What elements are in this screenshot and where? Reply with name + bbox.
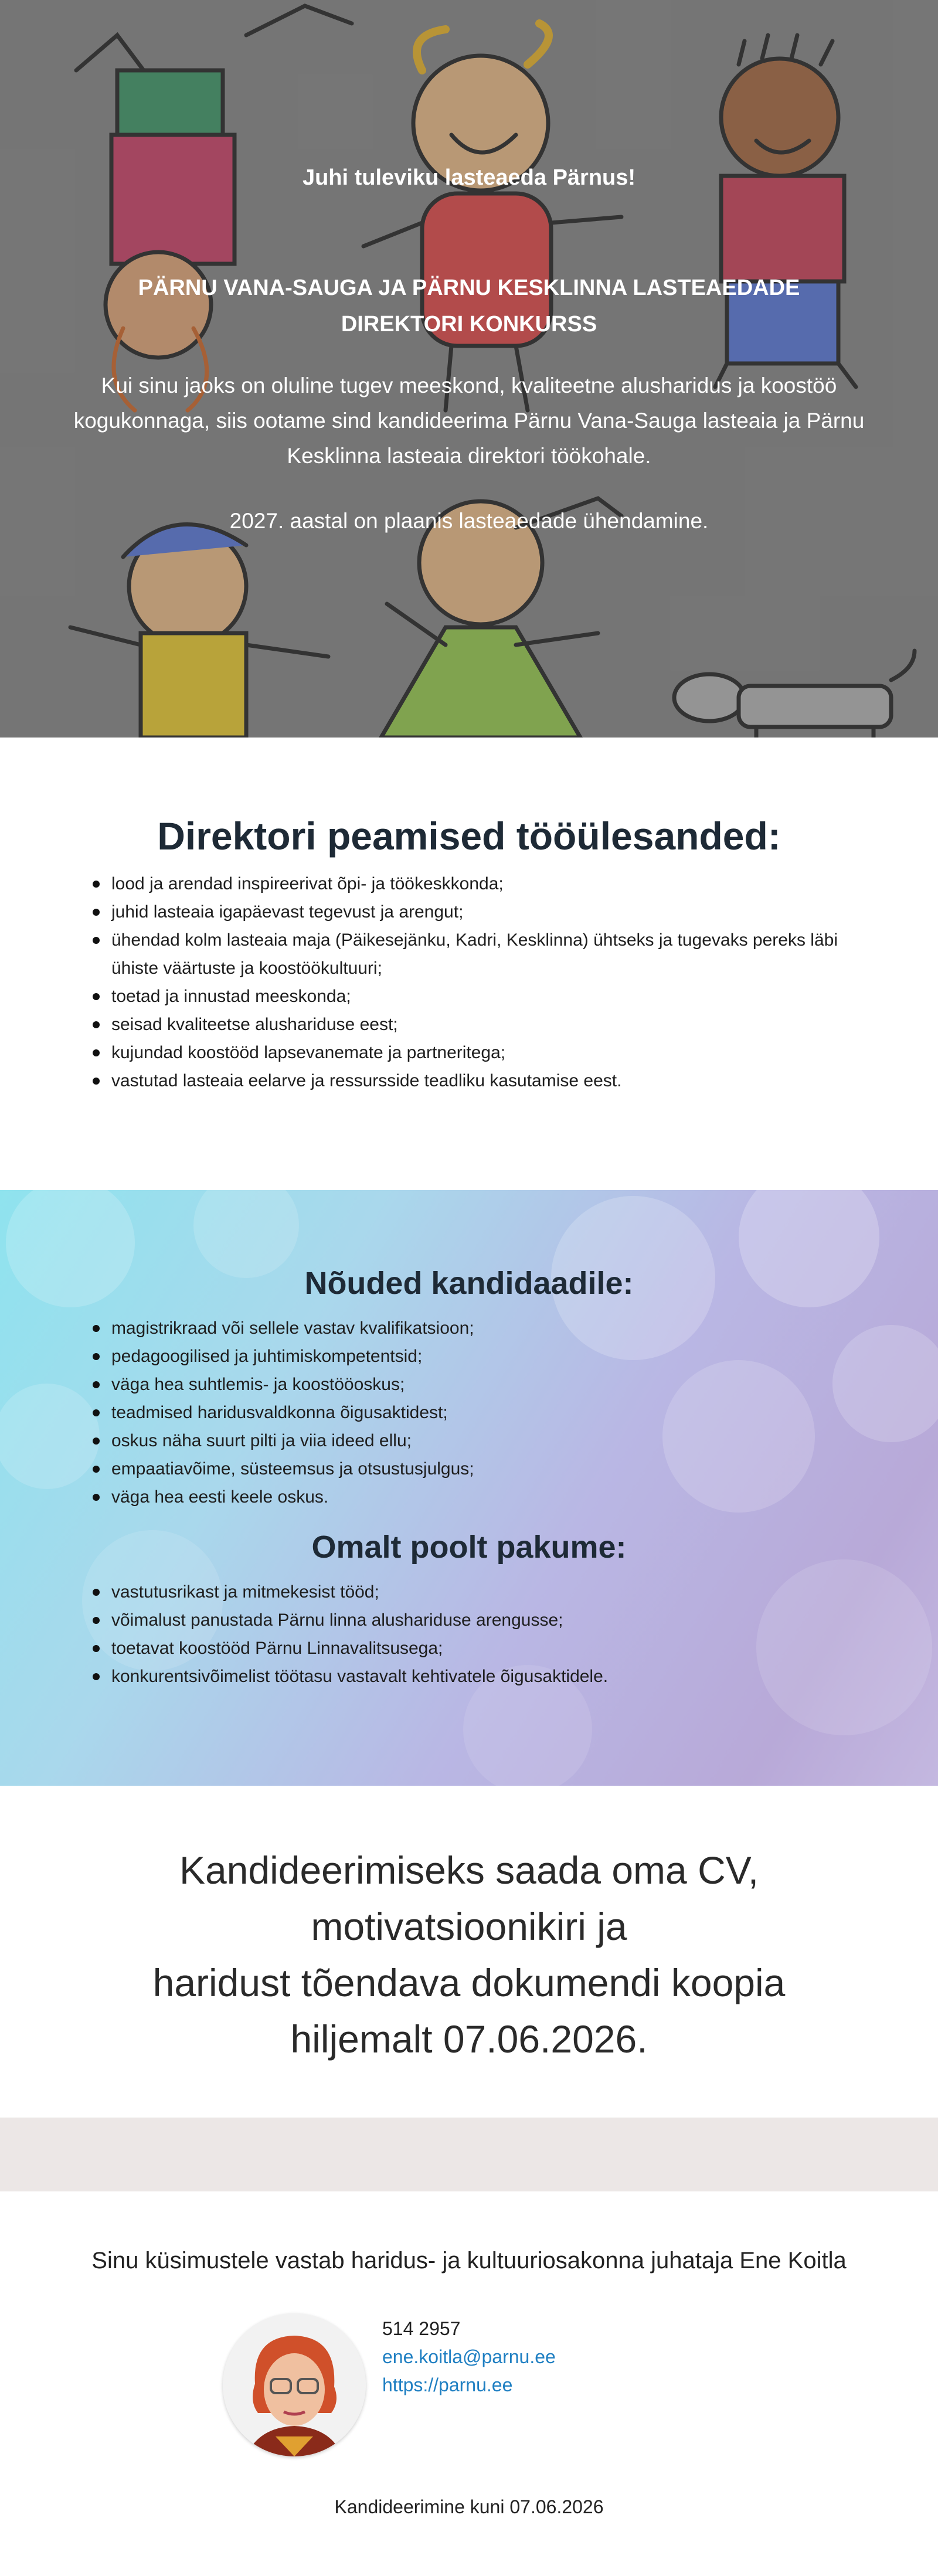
tasks-heading: Direktori peamised tööülesanded: <box>157 814 781 858</box>
offer-list <box>91 1578 865 1691</box>
requirements-section <box>0 1190 938 1786</box>
requirements-list <box>91 1314 865 1511</box>
list-item: väga hea suhtlemis- ja koostööoskus; <box>91 1371 865 1399</box>
website-link[interactable]: https://parnu.ee <box>382 2374 513 2395</box>
contact-section <box>0 2191 938 2576</box>
list-item: pedagoogilised ja juhtimiskompetentsid; <box>91 1343 865 1371</box>
application-line: motivatsioonikiri ja <box>311 1905 627 1948</box>
application-line: hiljemalt 07.06.2026. <box>290 2017 648 2061</box>
email-link[interactable]: ene.koitla@parnu.ee <box>382 2346 556 2367</box>
hero-title: PÄRNU VANA-SAUGA JA PÄRNU KESKLINNA LASTEAEDADE DIREKTORI KONKURSS <box>138 276 800 337</box>
list-item: juhid lasteaia igapäevast tegevust ja arengut; <box>91 898 865 926</box>
list-item: vastutusrikast ja mitmekesist tööd; <box>91 1578 865 1606</box>
list-item: konkurentsivõimelist töötasu vastavalt kehtivatele õigusaktidele. <box>91 1663 865 1691</box>
divider-band <box>0 2118 938 2191</box>
list-item: seisad kvaliteetse alushariduse eest; <box>91 1011 865 1039</box>
contact-intro: Sinu küsimustele vastab haridus- ja kultuuriosakonna juhataja Ene Koitla <box>91 2248 847 2273</box>
tasks-section <box>0 738 938 1190</box>
avatar <box>223 2313 366 2456</box>
tasks-list <box>91 870 865 1095</box>
application-section <box>0 1786 938 2118</box>
hero-section <box>0 0 938 738</box>
list-item: lood ja arendad inspireerivat õpi- ja töökeskkonda; <box>91 870 865 898</box>
contact-portrait <box>223 2313 366 2456</box>
list-item: magistrikraad või sellele vastav kvalifikatsioon; <box>91 1314 865 1343</box>
list-item: teadmised haridusvaldkonna õigusaktidest; <box>91 1399 865 1427</box>
requirements-heading: Nõuded kandidaadile: <box>304 1266 634 1301</box>
offer-heading: Omalt poolt pakume: <box>311 1530 627 1565</box>
list-item: toetavat koostööd Pärnu Linnavalitsusega; <box>91 1634 865 1663</box>
application-line: haridust tõendava dokumendi koopia <box>152 1961 786 2004</box>
list-item: toetad ja innustad meeskonda; <box>91 983 865 1011</box>
application-instructions <box>0 1842 938 2067</box>
phone-number: 514 2957 <box>382 2318 461 2339</box>
list-item: oskus näha suurt pilti ja viia ideed ellu; <box>91 1427 865 1455</box>
list-item: võimalust panustada Pärnu linna alushariduse arengusse; <box>91 1606 865 1634</box>
list-item: vastutad lasteaia eelarve ja ressursside teadliku kasutamise eest. <box>91 1067 865 1095</box>
contact-details <box>382 2315 556 2399</box>
list-item: empaatiavõime, süsteemsus ja otsustusjulgus; <box>91 1455 865 1483</box>
application-line: Kandideerimiseks saada oma CV, <box>179 1848 759 1892</box>
hero-merge-note: 2027. aastal on plaanis lasteaedade ühendamine. <box>229 509 709 533</box>
list-item: kujundad koostööd lapsevanemate ja partneritega; <box>91 1039 865 1067</box>
hero-kicker: Juhi tuleviku lasteaeda Pärnus! <box>302 165 636 190</box>
list-item: ühendad kolm lasteaia maja (Päikesejänku, Kadri, Kesklinna) ühtseks ja tugevaks pereks läbi ühiste väärtuste ja koostöökultuuri; <box>91 926 865 983</box>
hero-intro-text: Kui sinu jaoks on oluline tugev meeskond, kvaliteetne alusharidus ja koostöö kogukonnaga, siis ootame sind kandideerima Pärnu Vana-Sauga lasteaia ja Pärnu Kesklinna lasteaia direktori töökohale. <box>73 373 865 468</box>
list-item: väga hea eesti keele oskus. <box>91 1483 865 1511</box>
deadline-text: Kandideerimine kuni 07.06.2026 <box>334 2496 604 2517</box>
